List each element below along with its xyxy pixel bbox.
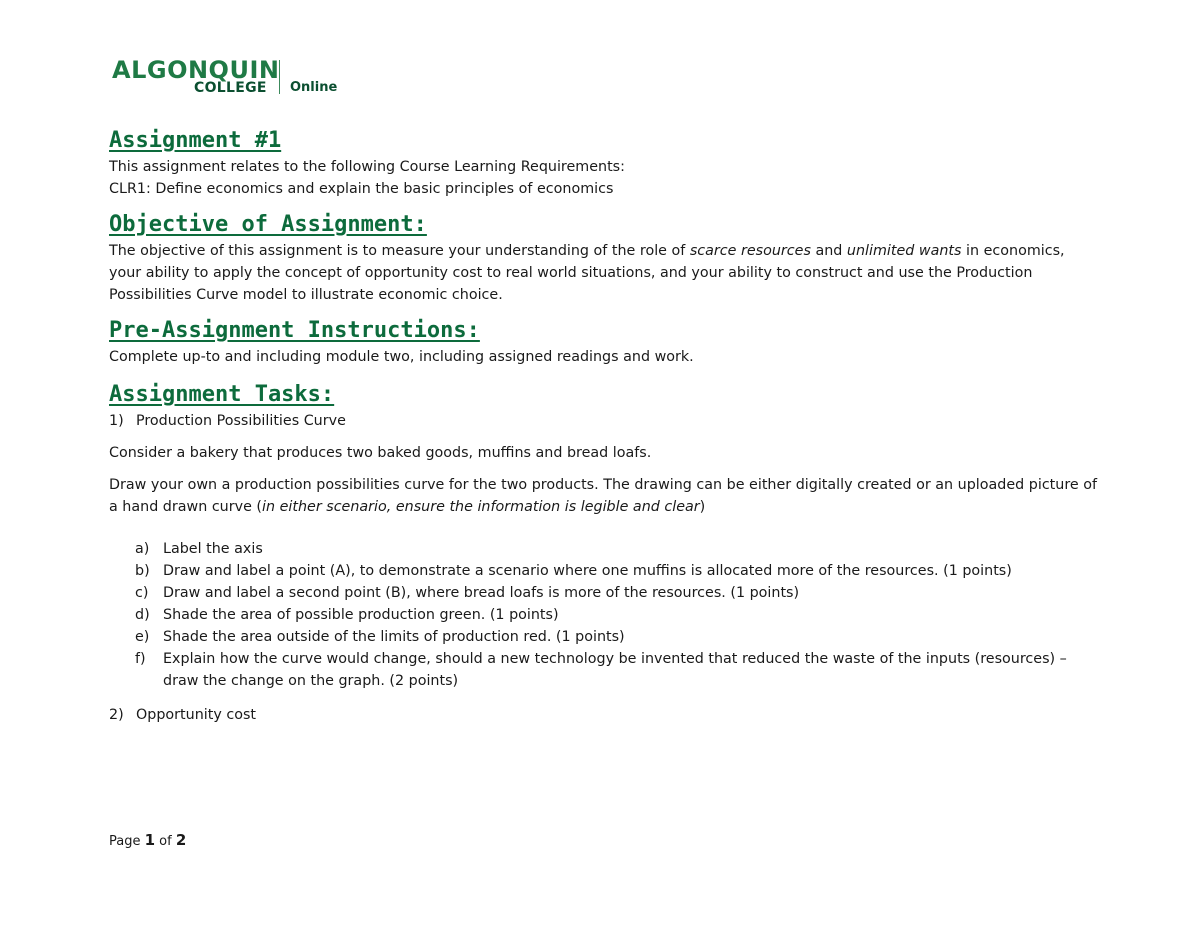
objective-heading: Objective of Assignment: xyxy=(109,212,427,237)
task-1-label: Production Possibilities Curve xyxy=(136,413,346,429)
logo-wordmark: ALGONQUIN xyxy=(112,56,280,84)
task-2-number: 2) xyxy=(109,707,124,723)
tasks-heading: Assignment Tasks: xyxy=(109,382,335,407)
pre-assignment-heading: Pre-Assignment Instructions: xyxy=(109,318,480,343)
logo-subtitle: COLLEGE xyxy=(194,80,267,96)
task-1 xyxy=(109,410,1099,432)
emphasis-scarce-resources: scarce resources xyxy=(689,243,811,259)
task-2 xyxy=(109,704,1099,726)
pre-assignment-text: Complete up-to and including module two, including assigned readings and work. xyxy=(109,349,694,365)
document-body xyxy=(109,126,1099,726)
page-total: 2 xyxy=(175,831,187,849)
bakery-scenario: Consider a bakery that produces two baked goods, muffins and bread loafs. xyxy=(109,445,652,461)
list-item: d) Shade the area of possible production green. (1 points) xyxy=(135,607,559,623)
list-item: e) Shade the area outside of the limits of production red. (1 points) xyxy=(135,629,625,645)
task-2-label: Opportunity cost xyxy=(136,707,257,723)
clr-intro: This assignment relates to the following Course Learning Requirements: xyxy=(109,159,625,175)
objective-text: The objective of this assignment is to measure your understanding of the role of scarce resources and unlimited wants in economics, your ability to apply the concept of opportunity cost to real world situations, and your ability to construct and use the Production Possibilities Curve model to illustrate economic choice. xyxy=(109,243,1065,303)
assignment-title: Assignment #1 xyxy=(109,128,282,153)
emphasis-unlimited-wants: unlimited wants xyxy=(846,243,962,259)
draw-emphasis: in either scenario, ensure the information is legible and clear xyxy=(262,499,700,515)
task-1-number: 1) xyxy=(109,413,124,429)
draw-instructions: Draw your own a production possibilities curve for the two products. The drawing can be either digitally created or an uploaded picture of a hand drawn curve (in either scenario, ensure the information is legible and clear) xyxy=(109,477,1098,515)
logo-divider xyxy=(279,60,280,94)
page-footer: Page 1 of 2 xyxy=(109,831,187,849)
list-item: f) Explain how the curve would change, should a new technology be invented that reduced the waste of the inputs (resources) – draw the change on the graph. (2 points) xyxy=(135,651,1067,689)
college-logo xyxy=(112,56,352,100)
list-item: b) Draw and label a point (A), to demonstrate a scenario where one muffins is allocated more of the resources. (1 points) xyxy=(135,563,1012,579)
list-item: a) Label the axis xyxy=(135,541,263,557)
subtask-list xyxy=(109,538,1099,692)
page-number: 1 xyxy=(144,831,156,849)
logo-online-label: Online xyxy=(290,80,338,95)
clr1-text: CLR1: Define economics and explain the basic principles of economics xyxy=(109,181,614,197)
list-item: c) Draw and label a second point (B), where bread loafs is more of the resources. (1 points) xyxy=(135,585,800,601)
